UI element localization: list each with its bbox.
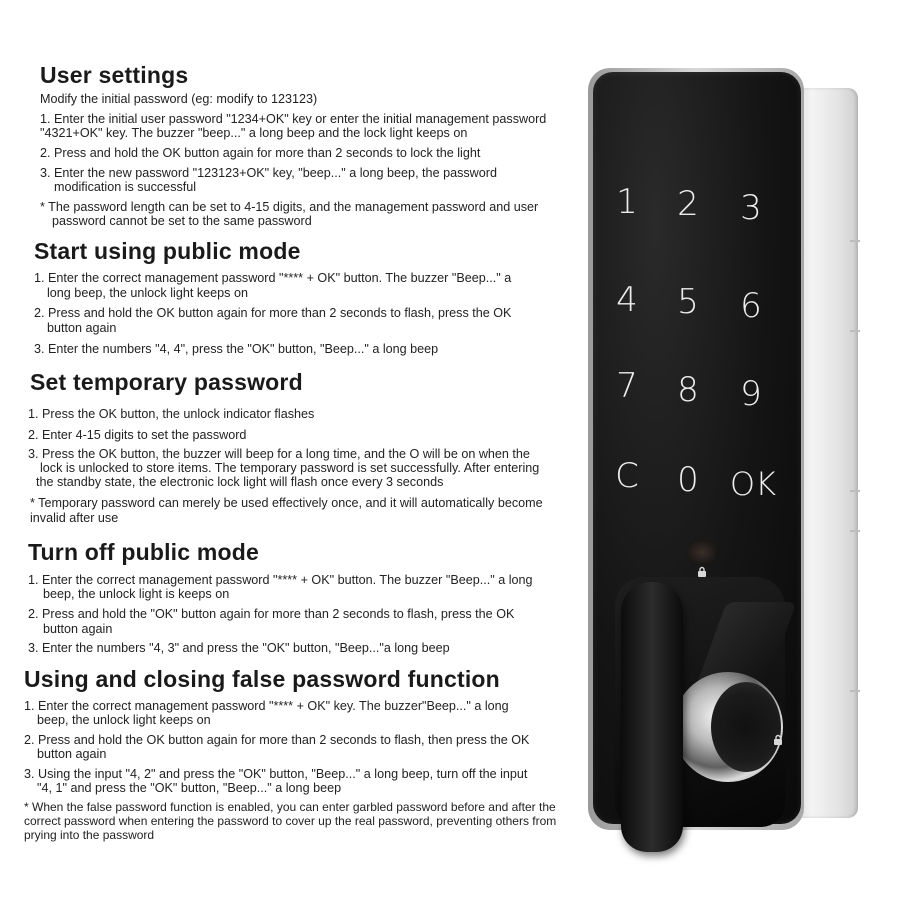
text-line: 3. Press the OK button, the buzzer will beep for a long time, and the O will be on when the xyxy=(28,447,530,461)
heading-set-temporary-password: Set temporary password xyxy=(30,369,303,395)
heading-false-password-function: Using and closing false password function xyxy=(24,666,500,692)
text-line: lock is unlocked to store items. The temporary password is set successfully. After entering xyxy=(40,461,540,475)
key-9[interactable]: 9 xyxy=(740,374,762,414)
text-line: correct password when entering the password to cover up the real password, preventing others from xyxy=(24,814,557,828)
text-line: 2. Press and hold the OK button again for more than 2 seconds to flash, then press the OK xyxy=(24,733,530,747)
text-line: * The password length can be set to 4-15 digits, and the management password and user xyxy=(40,200,539,214)
text-line: the standby state, the electronic lock light will flash once every 3 seconds xyxy=(36,475,444,489)
text-line: button again xyxy=(43,622,113,636)
text-line: 1. Press the OK button, the unlock indicator flashes xyxy=(28,407,315,421)
keypad-face xyxy=(593,72,801,824)
text-line: button again xyxy=(37,747,107,761)
text-line: 1. Enter the correct management password "**** + OK" key. The buzzer"Beep..." a long xyxy=(24,699,509,713)
frame-tab xyxy=(850,530,860,532)
frame-tab xyxy=(850,330,860,332)
key-0[interactable]: 0 xyxy=(677,460,699,500)
text-line: beep, the unlock light keeps on xyxy=(37,713,211,727)
text-line: 2. Enter 4-15 digits to set the password xyxy=(28,428,247,442)
text-line: modification is successful xyxy=(54,180,197,194)
text-line: 2. Press and hold the "OK" button again for more than 2 seconds to flash, press the OK xyxy=(28,607,515,621)
frame-tab xyxy=(850,490,860,492)
frame-tab xyxy=(850,240,860,242)
text-line: 1. Enter the initial user password "1234+OK" key or enter the initial management password xyxy=(40,112,547,126)
text-line: 2. Press and hold the OK button again for more than 2 seconds to flash, press the OK xyxy=(34,306,512,320)
text-line: Modify the initial password (eg: modify to 123123) xyxy=(40,92,318,106)
text-line: beep, the unlock light is keeps on xyxy=(43,587,230,601)
key-ok[interactable]: OK xyxy=(729,465,777,503)
heading-user-settings: User settings xyxy=(40,62,189,88)
key-2[interactable]: 2 xyxy=(677,184,699,224)
key-6[interactable]: 6 xyxy=(740,286,762,326)
frame-tab xyxy=(850,690,860,692)
text-line: prying into the password xyxy=(24,828,155,842)
heading-turn-off-public-mode: Turn off public mode xyxy=(28,539,259,565)
key-3[interactable]: 3 xyxy=(740,188,762,228)
text-line: 3. Enter the new password "123123+OK" key, "beep..." a long beep, the password xyxy=(40,166,497,180)
text-line: invalid after use xyxy=(30,511,119,525)
text-line: button again xyxy=(47,321,117,335)
key-1[interactable]: 1 xyxy=(616,182,638,222)
text-line: long beep, the unlock light keeps on xyxy=(47,286,248,300)
text-line: password cannot be set to the same password xyxy=(52,214,312,228)
turn-knob[interactable] xyxy=(621,582,683,852)
key-c[interactable]: C xyxy=(615,456,639,496)
key-8[interactable]: 8 xyxy=(677,370,699,410)
text-line: "4321+OK" key. The buzzer "beep..." a long beep and the lock light keeps on xyxy=(40,126,468,140)
text-line: "4, 1" and press the "OK" button, "Beep..." a long beep xyxy=(37,781,342,795)
heading-start-public-mode: Start using public mode xyxy=(34,238,301,264)
keypad-lock-image xyxy=(580,60,900,850)
key-7[interactable]: 7 xyxy=(616,366,638,406)
key-4[interactable]: 4 xyxy=(616,280,638,320)
lock-open-icon xyxy=(773,734,783,746)
text-line: 1. Enter the correct management password "**** + OK" button. The buzzer "Beep..." a long xyxy=(28,573,533,587)
text-line: 1. Enter the correct management password "**** + OK" button. The buzzer "Beep..." a xyxy=(34,271,512,285)
text-line: 2. Press and hold the OK button again for more than 2 seconds to lock the light xyxy=(40,146,481,160)
indicator-window xyxy=(688,541,716,563)
text-line: 3. Using the input "4, 2" and press the "OK" button, "Beep..." a long beep, turn off the input xyxy=(24,767,528,781)
text-line: * Temporary password can merely be used effectively once, and it will automatically become xyxy=(30,496,543,510)
text-line: * When the false password function is enabled, you can enter garbled password before and after the xyxy=(24,800,556,814)
text-line: 3. Enter the numbers "4, 3" and press the "OK" button, "Beep..."a long beep xyxy=(28,641,450,655)
text-line: 3. Enter the numbers "4, 4", press the "OK" button, "Beep..." a long beep xyxy=(34,342,439,356)
cylinder-core xyxy=(711,682,781,772)
key-5[interactable]: 5 xyxy=(677,282,699,322)
